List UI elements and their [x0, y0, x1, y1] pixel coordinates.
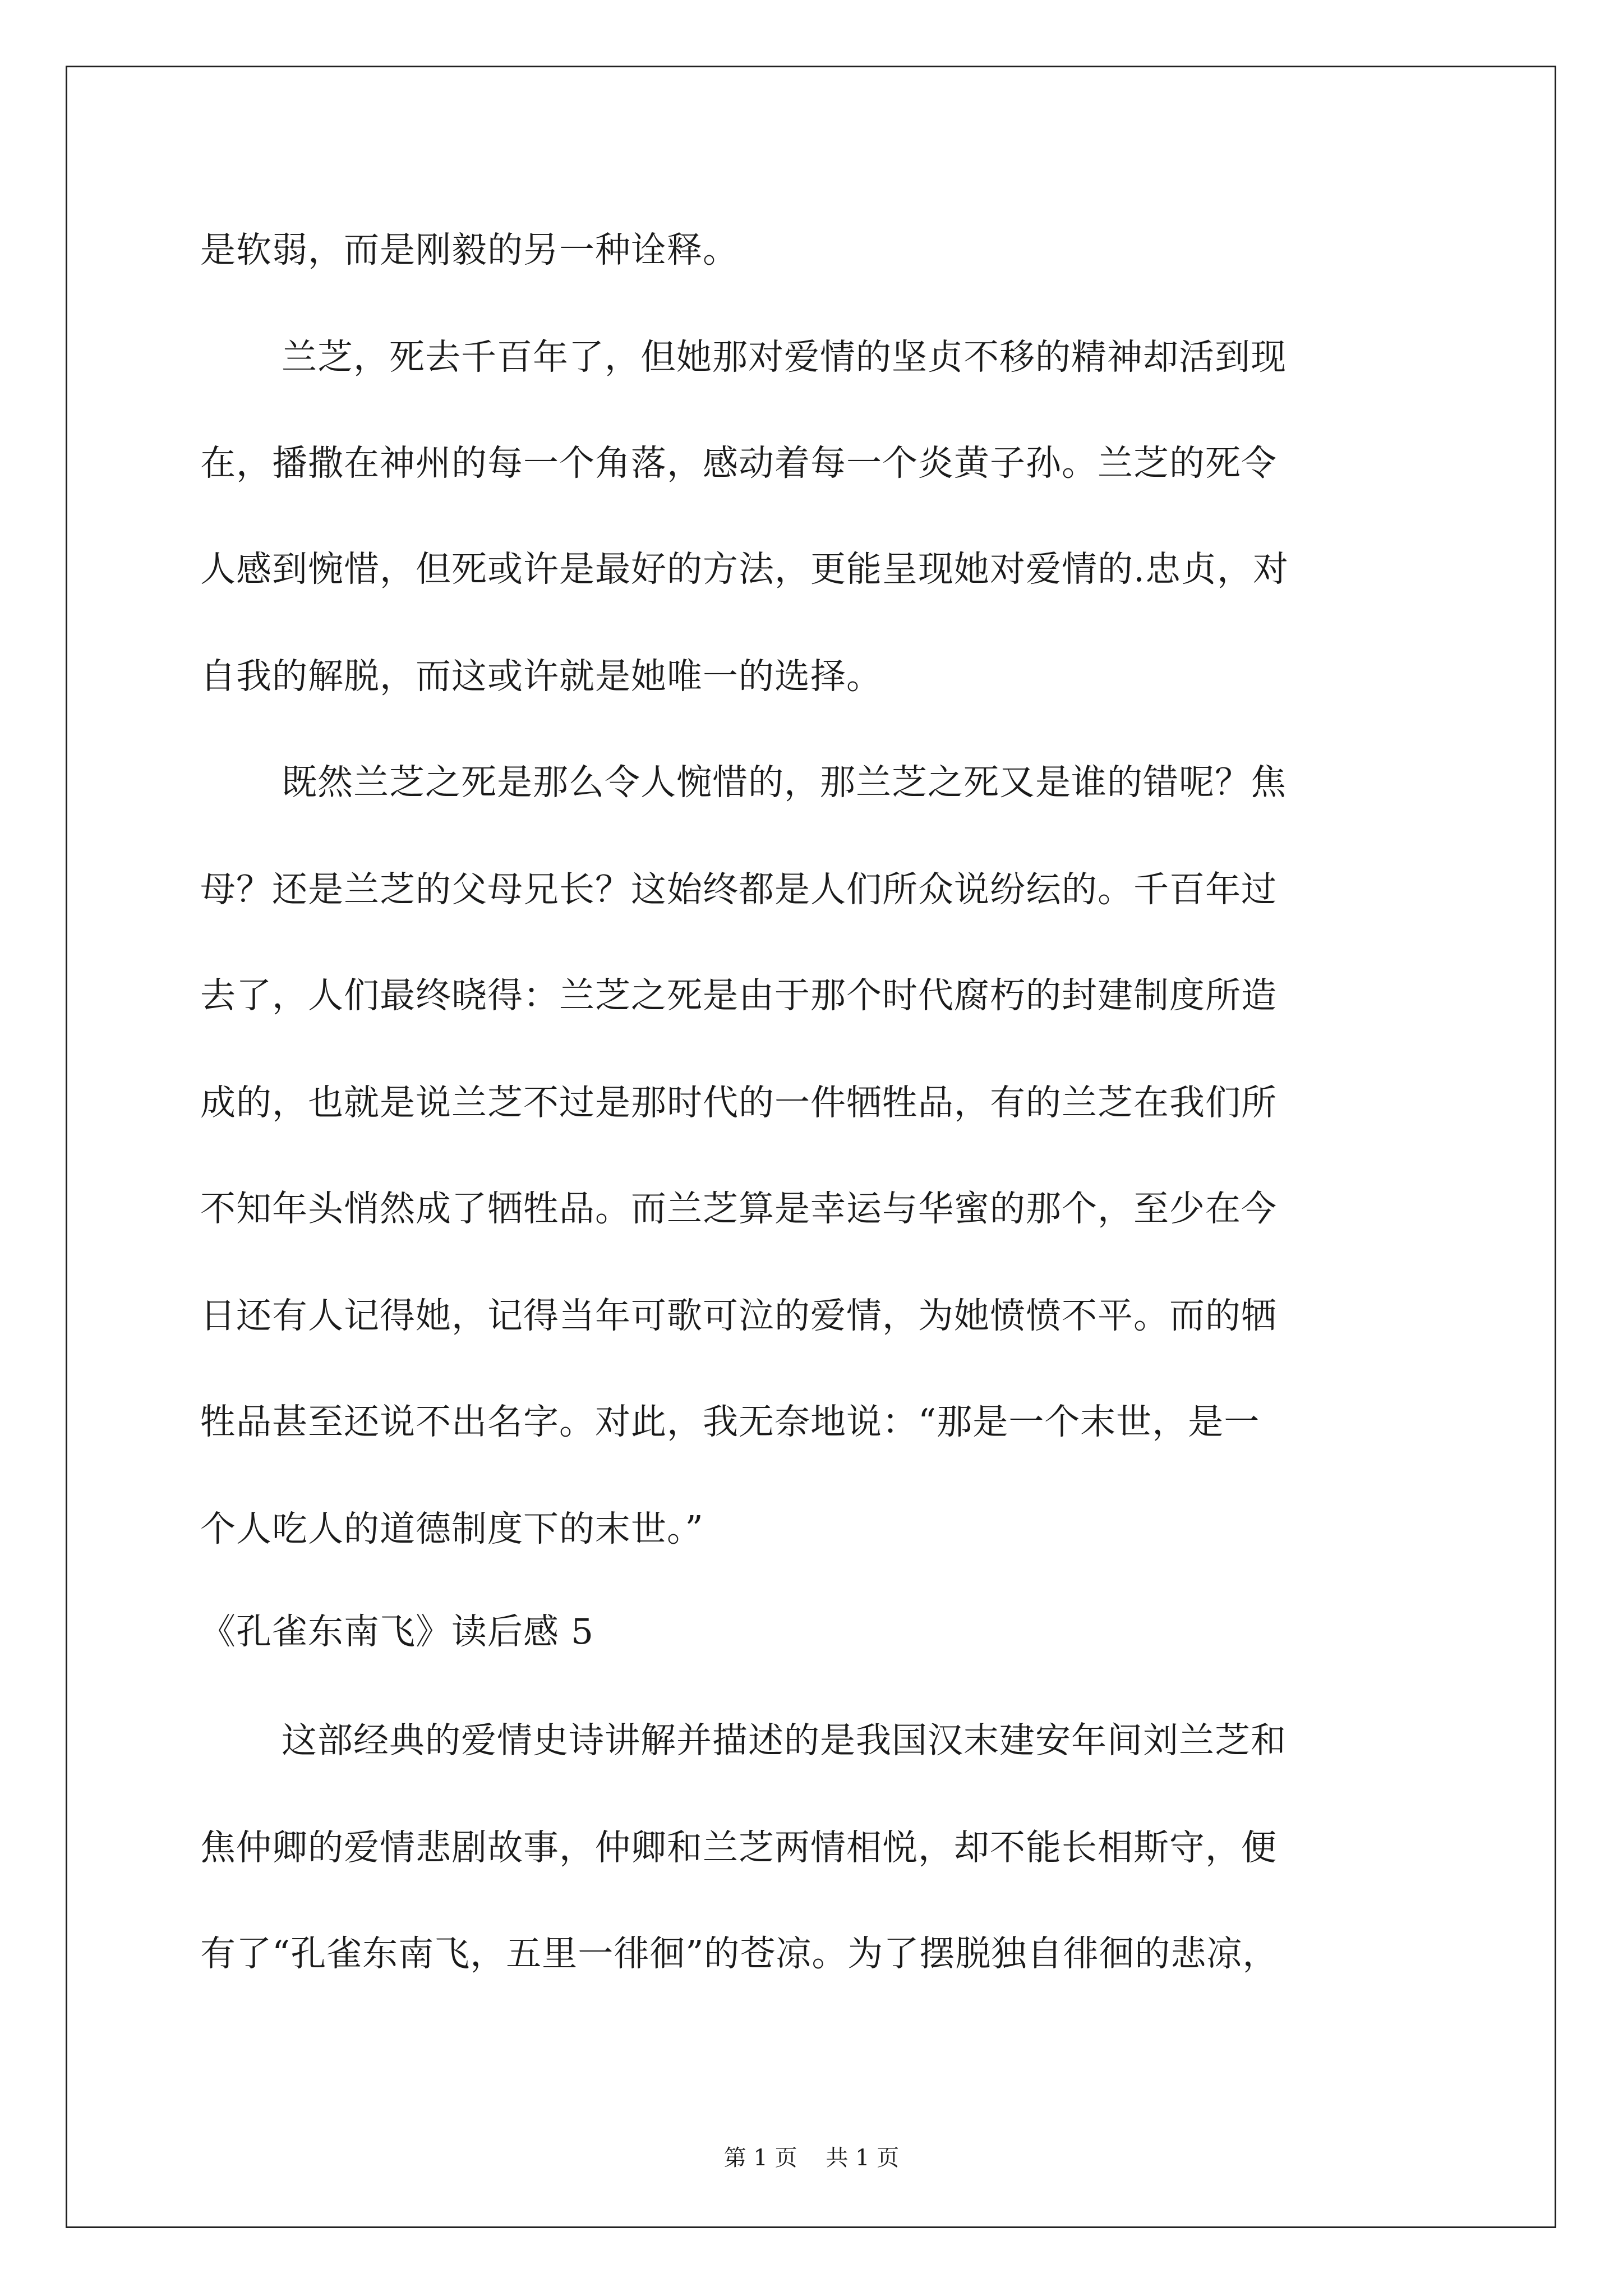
body-line: 个人吃人的道德制度下的末世。” — [200, 1508, 704, 1549]
body-line: 焦仲卿的爱情悲剧故事，仲卿和兰芝两情相悦，却不能长相斯守，便 — [200, 1827, 1277, 1868]
body-line: 牲品甚至还说不出名字。对此，我无奈地说：“那是一个末世，是一 — [200, 1401, 1260, 1442]
page-border — [66, 66, 1556, 2228]
body-line: 成的，也就是说兰芝不过是那时代的一件牺牲品，有的兰芝在我们所 — [200, 1082, 1277, 1123]
body-line: 在，播撒在神州的每一个角落，感动着每一个炎黄子孙。兰芝的死令 — [200, 443, 1277, 484]
section-heading: 《孔雀东南飞》读后感 5 — [200, 1611, 594, 1652]
body-line: 是软弱，而是刚毅的另一种诠释。 — [200, 229, 739, 270]
page-footer: 第 1 页 共 1 页 — [723, 2145, 900, 2171]
body-line: 母？还是兰芝的父母兄长？这始终都是人们所众说纷纭的。千百年过 — [200, 869, 1277, 910]
body-line: 自我的解脱，而这或许就是她唯一的选择。 — [200, 656, 882, 697]
body-line: 不知年头悄然成了牺牲品。而兰芝算是幸运与华蜜的那个，至少在今 — [200, 1188, 1277, 1229]
body-line: 日还有人记得她，记得当年可歌可泣的爱情，为她愤愤不平。而的牺 — [200, 1295, 1277, 1336]
body-line: 人感到惋惜，但死或许是最好的方法，更能呈现她对爱情的.忠贞，对 — [200, 549, 1289, 590]
paragraph-start-line: 既然兰芝之死是那么令人惋惜的，那兰芝之死又是谁的错呢？焦 — [282, 762, 1287, 803]
paragraph-start-line: 这部经典的爱情史诗讲解并描述的是我国汉末建安年间刘兰芝和 — [282, 1720, 1287, 1761]
body-line: 有了“孔雀东南飞，五里一徘徊”的苍凉。为了摆脱独自徘徊的悲凉， — [200, 1933, 1279, 1974]
body-line: 去了，人们最终晓得：兰芝之死是由于那个时代腐朽的封建制度所造 — [200, 975, 1277, 1016]
paragraph-start-line: 兰芝，死去千百年了，但她那对爱情的坚贞不移的精神却活到现 — [282, 337, 1287, 378]
